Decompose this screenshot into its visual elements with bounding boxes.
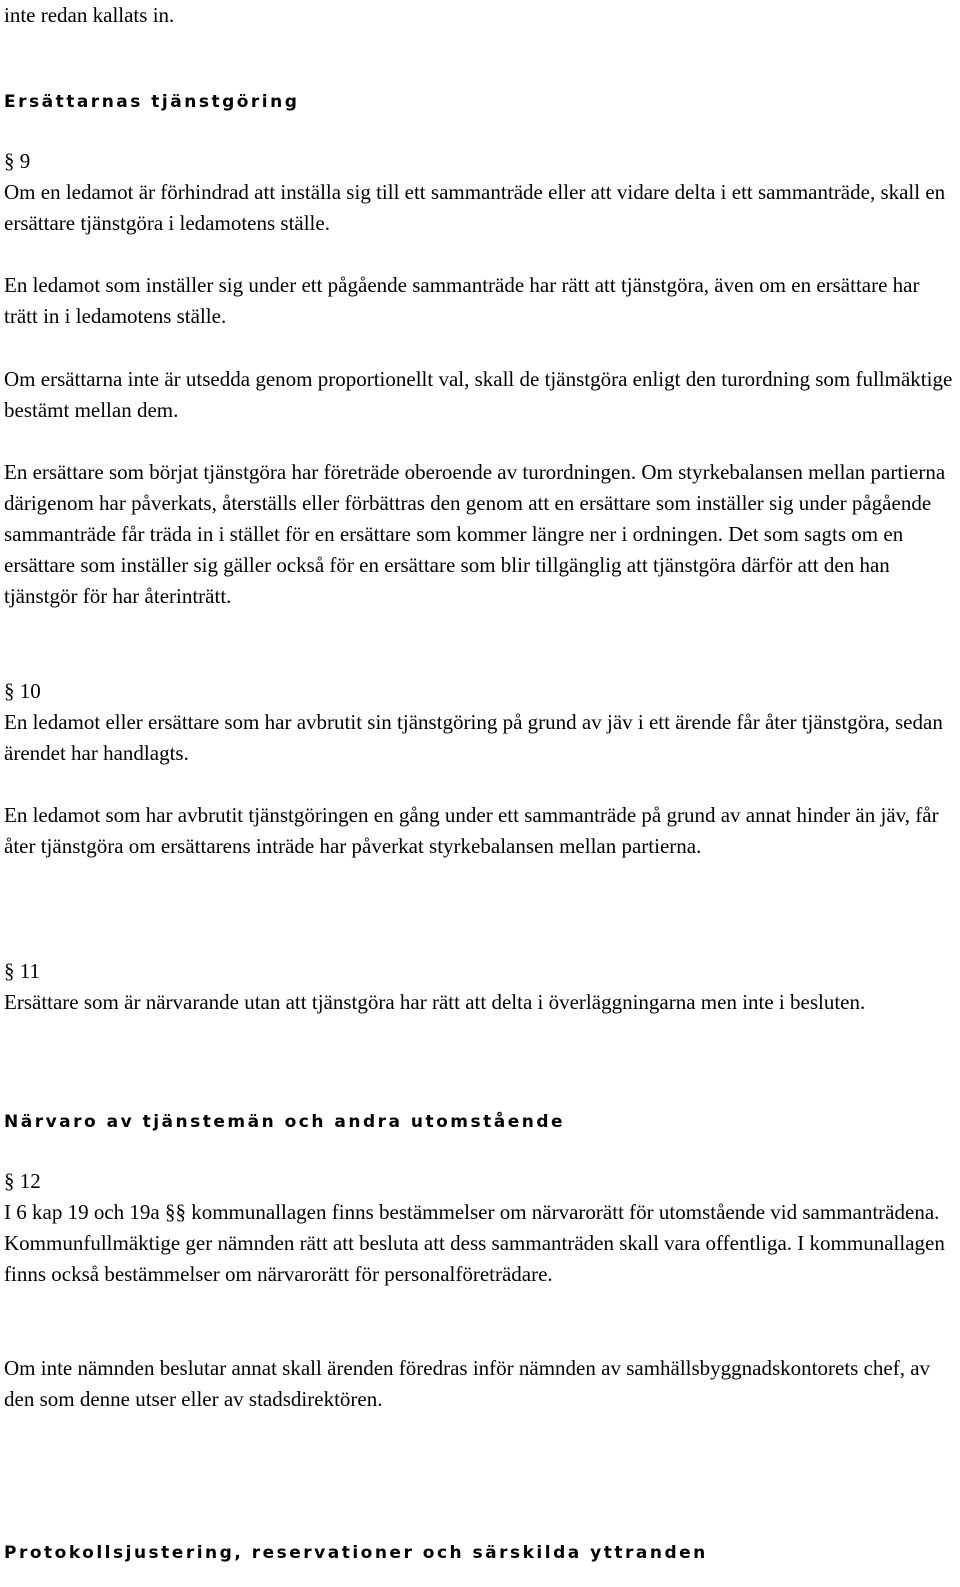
paragraph-9-text-2: En ledamot som inställer sig under ett pågående sammanträde har rätt att tjänstgöra, även om en ersättare har trätt in i ledamotens ställe.	[4, 273, 920, 328]
paragraph-9-text-1: Om en ledamot är förhindrad att inställa sig till ett sammanträde eller att vidare delta i ett sammanträde, skall en ersättare tjänstgöra i ledamotens ställe.	[4, 180, 946, 235]
paragraph-number-10: § 10	[4, 679, 41, 703]
paragraph-number-11: § 11	[4, 959, 40, 983]
intro-line: inte redan kallats in.	[4, 3, 175, 27]
paragraph-12-text-2: Om inte nämnden beslutar annat skall ärenden föredras inför nämnden av samhällsbyggnadskontorets chef, av den som denne utser eller av stadsdirektören.	[4, 1356, 931, 1411]
paragraph-number-9: § 9	[4, 149, 31, 173]
section-heading-protokollsjustering: Protokollsjustering, reservationer och särskilda yttranden	[4, 1543, 708, 1563]
paragraph-12-text-1: I 6 kap 19 och 19a §§ kommunallagen finns bestämmelser om närvarorätt för utomstående vid sammanträdena. Kommunfullmäktige ger nämnden rätt att besluta att dess sammanträden skall vara offentliga. I kommunallagen finns också bestämmelser om närvarorätt för personalföreträdare.	[4, 1200, 945, 1286]
paragraph-9-text-3: Om ersättarna inte är utsedda genom proportionellt val, skall de tjänstgöra enligt den turordning som fullmäktige bestämt mellan dem.	[4, 367, 953, 422]
paragraph-10-text-2: En ledamot som har avbrutit tjänstgöringen en gång under ett sammanträde på grund av annat hinder än jäv, får åter tjänstgöra om ersättarens inträde har påverkat styrkebalansen mellan partierna.	[4, 803, 939, 858]
section-heading-ersattarnas-tjanstgoring: Ersättarnas tjänstgöring	[4, 92, 300, 112]
paragraph-number-12: § 12	[4, 1169, 41, 1193]
paragraph-10-text-1: En ledamot eller ersättare som har avbrutit sin tjänstgöring på grund av jäv i ett ärende får åter tjänstgöra, sedan ärendet har handlagts.	[4, 710, 943, 765]
section-heading-narvaro: Närvaro av tjänstemän och andra utomstående	[4, 1112, 566, 1132]
paragraph-9-text-4: En ersättare som börjat tjänstgöra har företräde oberoende av turordningen. Om styrkebalansen mellan partierna därigenom har påverkats, återställs eller förbättras den genom att en ersättare som inställer sig under pågående sammanträde får träda in i stället för en ersättare som kommer längre ner i ordningen. Det som sagts om en ersättare som inställer sig gäller också för en ersättare som blir tillgänglig att tjänstgöra därför att den han tjänstgör för har återinträtt.	[4, 460, 946, 608]
paragraph-11-text-1: Ersättare som är närvarande utan att tjänstgöra har rätt att delta i överläggningarna men inte i besluten.	[4, 990, 866, 1014]
